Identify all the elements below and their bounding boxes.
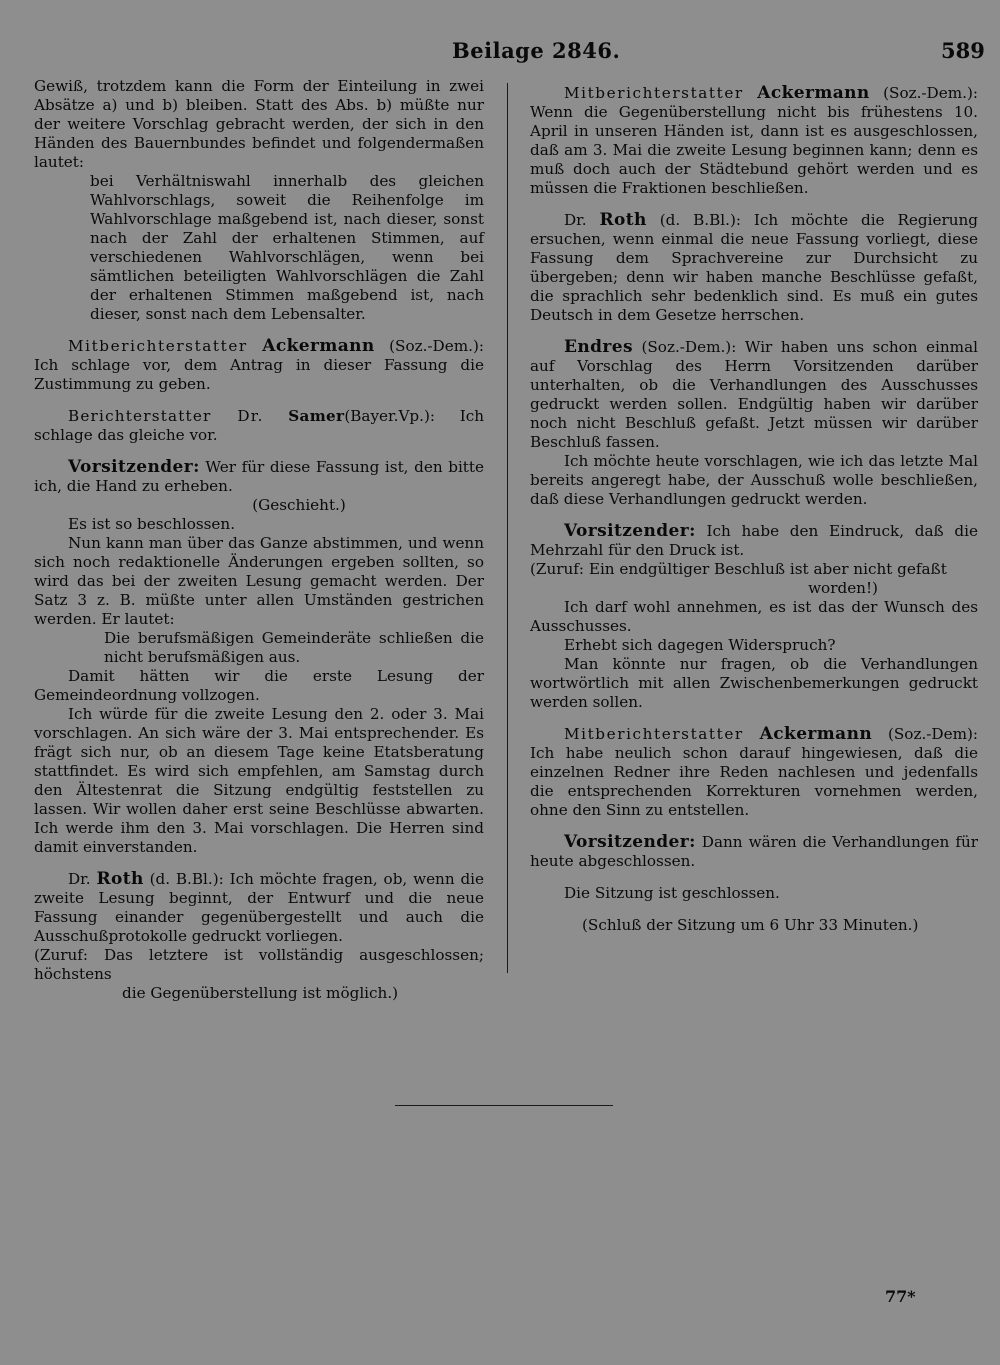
speech-text: (Bayer.Vp.): Ich schlage das gleiche vor. [34, 407, 484, 444]
interjection-note-continued: worden!) [808, 579, 878, 597]
quoted-sentence: Die berufsmäßigen Gemeinderäte schließen die nicht berufsmäßigen aus. [104, 629, 484, 666]
speech-text: Dann wären die Verhandlungen für heute abgeschlossen. [530, 833, 978, 870]
paragraph: Man könnte nur fragen, ob die Verhandlungen wortwörtlich mit allen Zwischenbemerkungen gedruckt werden sollen. [530, 655, 978, 711]
paragraph: Es ist so beschlossen. [68, 515, 236, 533]
speaker-role: Mitberichterstatter [68, 337, 248, 355]
speaker-name: Endres [564, 337, 633, 357]
page-header-title: Beilage 2846. [452, 38, 621, 63]
speaker-name: Ackermann [262, 336, 375, 356]
paragraph: Ich würde für die zweite Lesung den 2. oder 3. Mai vorschlagen. An sich wäre der 3. Mai entsprechender. Es frägt sich nur, ob an diesem Tage keine Etatsberatung stattfindet. Es wird sich empfehlen, am Samstag durch den Ältestenrat die Sitzung endgültig feststellen zu lassen. Wir wollen daher erst seine Beschlüsse abwarten. Ich werde ihm den 3. Mai vorschlagen. Die Herren sind damit einverstanden. [34, 705, 484, 856]
speech-text: Wer für diese Fassung ist, den bitte ich, die Hand zu erheben. [34, 458, 484, 495]
speech-chairman [34, 458, 484, 496]
speech-roth [34, 870, 484, 946]
speaker-name: Ackermann [757, 83, 870, 103]
session-end-time: (Schluß der Sitzung um 6 Uhr 33 Minuten.) [582, 916, 919, 934]
interjection-note: (Zuruf: Das letztere ist vollständig ausgeschlossen; höchstens [34, 946, 484, 983]
quoted-proposal: bei Verhältniswahl innerhalb des gleichen Wahlvorschlags, soweit die Reihenfolge im Wahlvorschlage maßgebend ist, nach dieser, sonst nach der Zahl der erhaltenen Stimmen, auf verschiedenen Wahlvorschlägen, wenn bei sämtlichen beteiligten Wahlvorschlägen die Zahl der erhaltenen Stimmen maßgebend ist, nach dieser, sonst nach dem Lebensalter. [90, 172, 484, 323]
paragraph: Damit hätten wir die erste Lesung der Gemeindeordnung vollzogen. [34, 667, 484, 704]
paragraph: Ich möchte heute vorschlagen, wie ich das letzte Mal bereits angeregt habe, der Ausschuß wolle beschließen, daß diese Verhandlungen gedruckt werden. [530, 452, 978, 508]
paragraph: Gewiß, trotzdem kann die Form der Einteilung in zwei Absätze a) und b) bleiben. Statt des Abs. b) müßte nur der weitere Vorschlag gebracht werden, der sich in den Händen des Bauernbundes befindet und folgendermaßen lautet: [34, 77, 484, 171]
page-number: 589 [941, 38, 985, 63]
speech-chairman [530, 833, 978, 871]
stage-note: (Geschieht.) [252, 496, 346, 514]
speaker-name: Ackermann [759, 724, 873, 744]
speaker-role: Dr. [564, 211, 587, 229]
speaker-role: Mitberichterstatter [564, 725, 744, 743]
speech-ackermann [530, 725, 978, 820]
speech-text: (Soz.-Dem.): Wenn die Gegenüberstellung nicht bis frühestens 10. April in unseren Händen ist, dann ist es ausgeschlossen, daß am 3. Mai die zweite Lesung beginnen kann; denn es muß doch auch der Städtebund gehört werden und es müssen die Fraktionen beschließen. [530, 84, 978, 197]
speaker-role: Dr. [68, 870, 91, 888]
speech-text: (d. B.Bl.): Ich möchte die Regierung ersuchen, wenn einmal die neue Fassung vorliegt, diese Fassung dem Sprachvereine zur Durchsicht zu übergeben; denn wir haben manche Beschlüsse gefaßt, die sprachlich sehr bedenklich sind. Es muß ein gutes Deutsch in dem Gesetze herrschen. [530, 211, 978, 324]
speech-text: (Soz.-Dem): Ich habe neulich schon darauf hingewiesen, daß die einzelnen Redner ihre Reden nachlesen und jedenfalls die entsprechenden Korrekturen vornehmen werden, ohne den Sinn zu entstellen. [530, 725, 979, 819]
paragraph: Ich darf wohl annehmen, es ist das der Wunsch des Ausschusses. [530, 598, 978, 635]
signature-mark: 77* [885, 1287, 916, 1306]
speech-samer [34, 407, 484, 445]
interjection-note-continued: die Gegenüberstellung ist möglich.) [122, 984, 399, 1002]
speech-text: (Soz.-Dem.): Ich schlage vor, dem Antrag in dieser Fassung die Zustimmung zu geben. [34, 337, 484, 393]
interjection-note: (Zuruf: Ein endgültiger Beschluß ist aber nicht gefaßt [530, 560, 947, 578]
speaker-name: Roth [599, 210, 647, 230]
speaker-name: Roth [96, 869, 144, 889]
speech-text: Ich habe den Eindruck, daß die Mehrzahl für den Druck ist. [530, 522, 978, 559]
speaker-role: Vorsitzender: [564, 832, 696, 852]
speaker-name: Samer [288, 407, 345, 425]
speech-text: (Soz.-Dem.): Wir haben uns schon einmal auf Vorschlag des Herrn Vorsitzenden darüber unterhalten, ob die Verhandlungen des Ausschusses gedruckt werden sollen. Endgültig haben wir darüber noch nicht Beschluß gefaßt. Jetzt müssen wir darüber Beschluß fassen. [530, 338, 978, 451]
speech-text: (d. B.Bl.): Ich möchte fragen, ob, wenn die zweite Lesung beginnt, der Entwurf und die neue Fassung einander gegenübergestellt und auch die Ausschußprotokolle gedruckt vorliegen. [34, 870, 485, 945]
speech-endres [530, 338, 978, 452]
speaker-role: Berichterstatter Dr. [68, 407, 264, 425]
speech-roth [530, 211, 978, 325]
column-divider [507, 83, 508, 973]
right-column [530, 84, 978, 935]
paragraph: Nun kann man über das Ganze abstimmen, und wenn sich noch redaktionelle Änderungen ergeben sollten, so wird das bei der zweiten Lesung gemacht werden. Der Satz 3 z. B. müßte unter allen Umständen gestrichen werden. Er lautet: [34, 534, 484, 628]
paragraph: Erhebt sich dagegen Widerspruch? [564, 636, 836, 654]
speech-ackermann [530, 84, 978, 198]
speaker-role: Vorsitzender: [68, 457, 200, 477]
end-rule [395, 1105, 613, 1106]
left-column [34, 77, 484, 1003]
speaker-role: Mitberichterstatter [564, 84, 744, 102]
speaker-role: Vorsitzender: [564, 521, 696, 541]
speech-ackermann [34, 337, 484, 394]
speech-chairman [530, 522, 978, 560]
session-closed: Die Sitzung ist geschlossen. [564, 884, 780, 902]
